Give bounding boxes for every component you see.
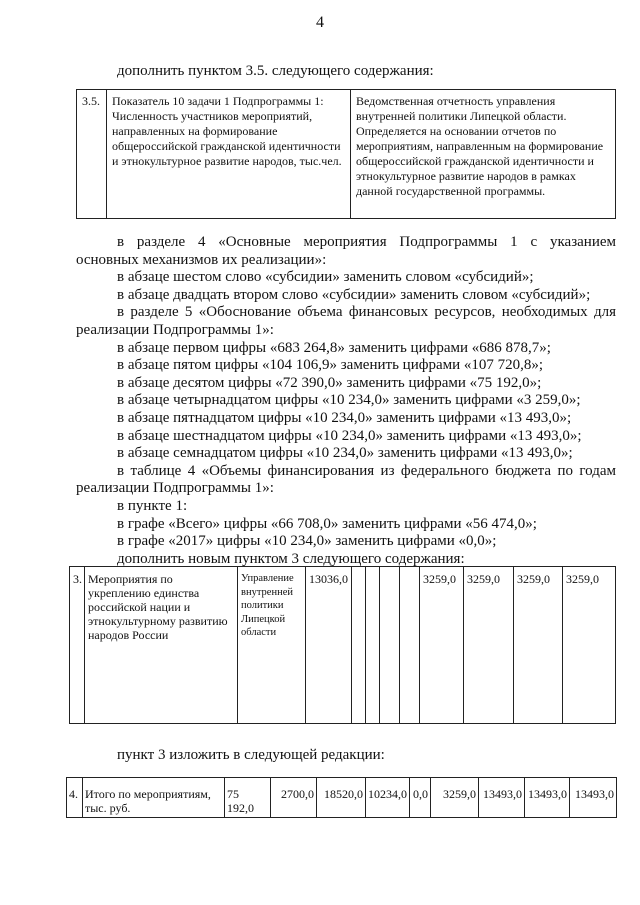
- activity-name-cell: Мероприятия по укреплению единства российской нации и этнокультурному развитию народов России: [85, 567, 238, 724]
- paragraph: в таблице 4 «Объемы финансирования из федерального бюджета по годам: [117, 462, 616, 479]
- year-cell: 3259,0: [563, 567, 616, 724]
- amount-cell: 0,0: [410, 778, 431, 818]
- paragraph: в абзаце семнадцатом цифры «10 234,0» заменить цифрами «13 493,0»;: [117, 445, 573, 462]
- total-cell: 13036,0: [306, 567, 352, 724]
- paragraph: в разделе 4 «Основные мероприятия Подпрограммы 1 с указанием: [117, 234, 616, 250]
- paragraph: дополнить новым пунктом 3 следующего содержания:: [117, 550, 465, 567]
- total-label-cell: Итого по мероприятиям, тыс. руб.: [83, 778, 225, 818]
- paragraph: основных механизмов их реализации»:: [76, 251, 327, 268]
- year-cell: 3259,0: [464, 567, 514, 724]
- paragraph: в абзаце шестом слово «субсидии» заменить словом «субсидий»;: [117, 269, 534, 286]
- table-row: [67, 778, 617, 818]
- year-cell: [400, 567, 420, 724]
- source-cell: Ведомственная отчетность управления внутренней политики Липецкой области. Определяется на основании отчетов по мероприятиям, направленным на формирование общероссийской гражданской идентичности и этнокультурное развитие народов в рамках данной государственной программы.: [351, 90, 616, 219]
- paragraph: в разделе 5 «Обоснование объема финансовых ресурсов, необходимых для: [117, 304, 616, 321]
- intro-line: дополнить пунктом 3.5. следующего содержания:: [117, 63, 434, 79]
- row-number-cell: 4.: [67, 778, 83, 818]
- point-3-line: пункт 3 изложить в следующей редакции:: [117, 747, 385, 763]
- paragraph: реализации Подпрограммы 1»:: [76, 321, 274, 338]
- paragraph: в пункте 1:: [117, 497, 188, 514]
- amount-cell: 13493,0: [479, 778, 525, 818]
- amount-cell: 13493,0: [525, 778, 570, 818]
- amount-cell: 13493,0: [570, 778, 617, 818]
- activity-table: [69, 566, 616, 724]
- page-number: 4: [316, 14, 324, 31]
- paragraph: в абзаце двадцать втором слово «субсидии» заменить словом «субсидий»;: [117, 286, 591, 303]
- indicator-table: [76, 89, 616, 219]
- amount-cell: 2700,0: [271, 778, 317, 818]
- amount-cell: 10234,0: [366, 778, 410, 818]
- year-cell: [366, 567, 380, 724]
- indicator-cell: Показатель 10 задачи 1 Подпрограммы 1: Численность участников мероприятий, направленных на формирование общероссийской гражданской идентичности и этнокультурное развитие народов, тыс.чел.: [107, 90, 351, 219]
- paragraph: в абзаце четырнадцатом цифры «10 234,0» заменить цифрами «3 259,0»;: [117, 392, 581, 409]
- paragraph: в абзаце шестнадцатом цифры «10 234,0» заменить цифрами «13 493,0»;: [117, 427, 582, 444]
- total-table: [66, 777, 617, 818]
- table-row: [70, 567, 616, 724]
- row-number-cell: 3.5.: [77, 90, 107, 219]
- year-cell: 3259,0: [420, 567, 464, 724]
- table-row: [77, 90, 616, 219]
- amount-cell: 75 192,0: [225, 778, 271, 818]
- paragraph: в графе «2017» цифры «10 234,0» заменить цифрами «0,0»;: [117, 533, 497, 550]
- executor-cell: Управление внутренней политики Липецкой области: [238, 567, 306, 724]
- amendment-text: [76, 234, 616, 568]
- paragraph: в графе «Всего» цифры «66 708,0» заменить цифрами «56 474,0»;: [117, 515, 537, 532]
- paragraph: в абзаце первом цифры «683 264,8» заменить цифрами «686 878,7»;: [117, 339, 551, 356]
- paragraph: в абзаце пятом цифры «104 106,9» заменить цифрами «107 720,8»;: [117, 357, 544, 374]
- amount-cell: 18520,0: [317, 778, 366, 818]
- paragraph: в абзаце пятнадцатом цифры «10 234,0» заменить цифрами «13 493,0»;: [117, 409, 572, 426]
- year-cell: [352, 567, 366, 724]
- year-cell: 3259,0: [514, 567, 563, 724]
- paragraph: реализации Подпрограммы 1»:: [76, 480, 274, 497]
- row-number-cell: 3.: [70, 567, 85, 724]
- amount-cell: 3259,0: [431, 778, 479, 818]
- paragraph: в абзаце десятом цифры «72 390,0» заменить цифрами «75 192,0»;: [117, 374, 542, 391]
- year-cell: [380, 567, 400, 724]
